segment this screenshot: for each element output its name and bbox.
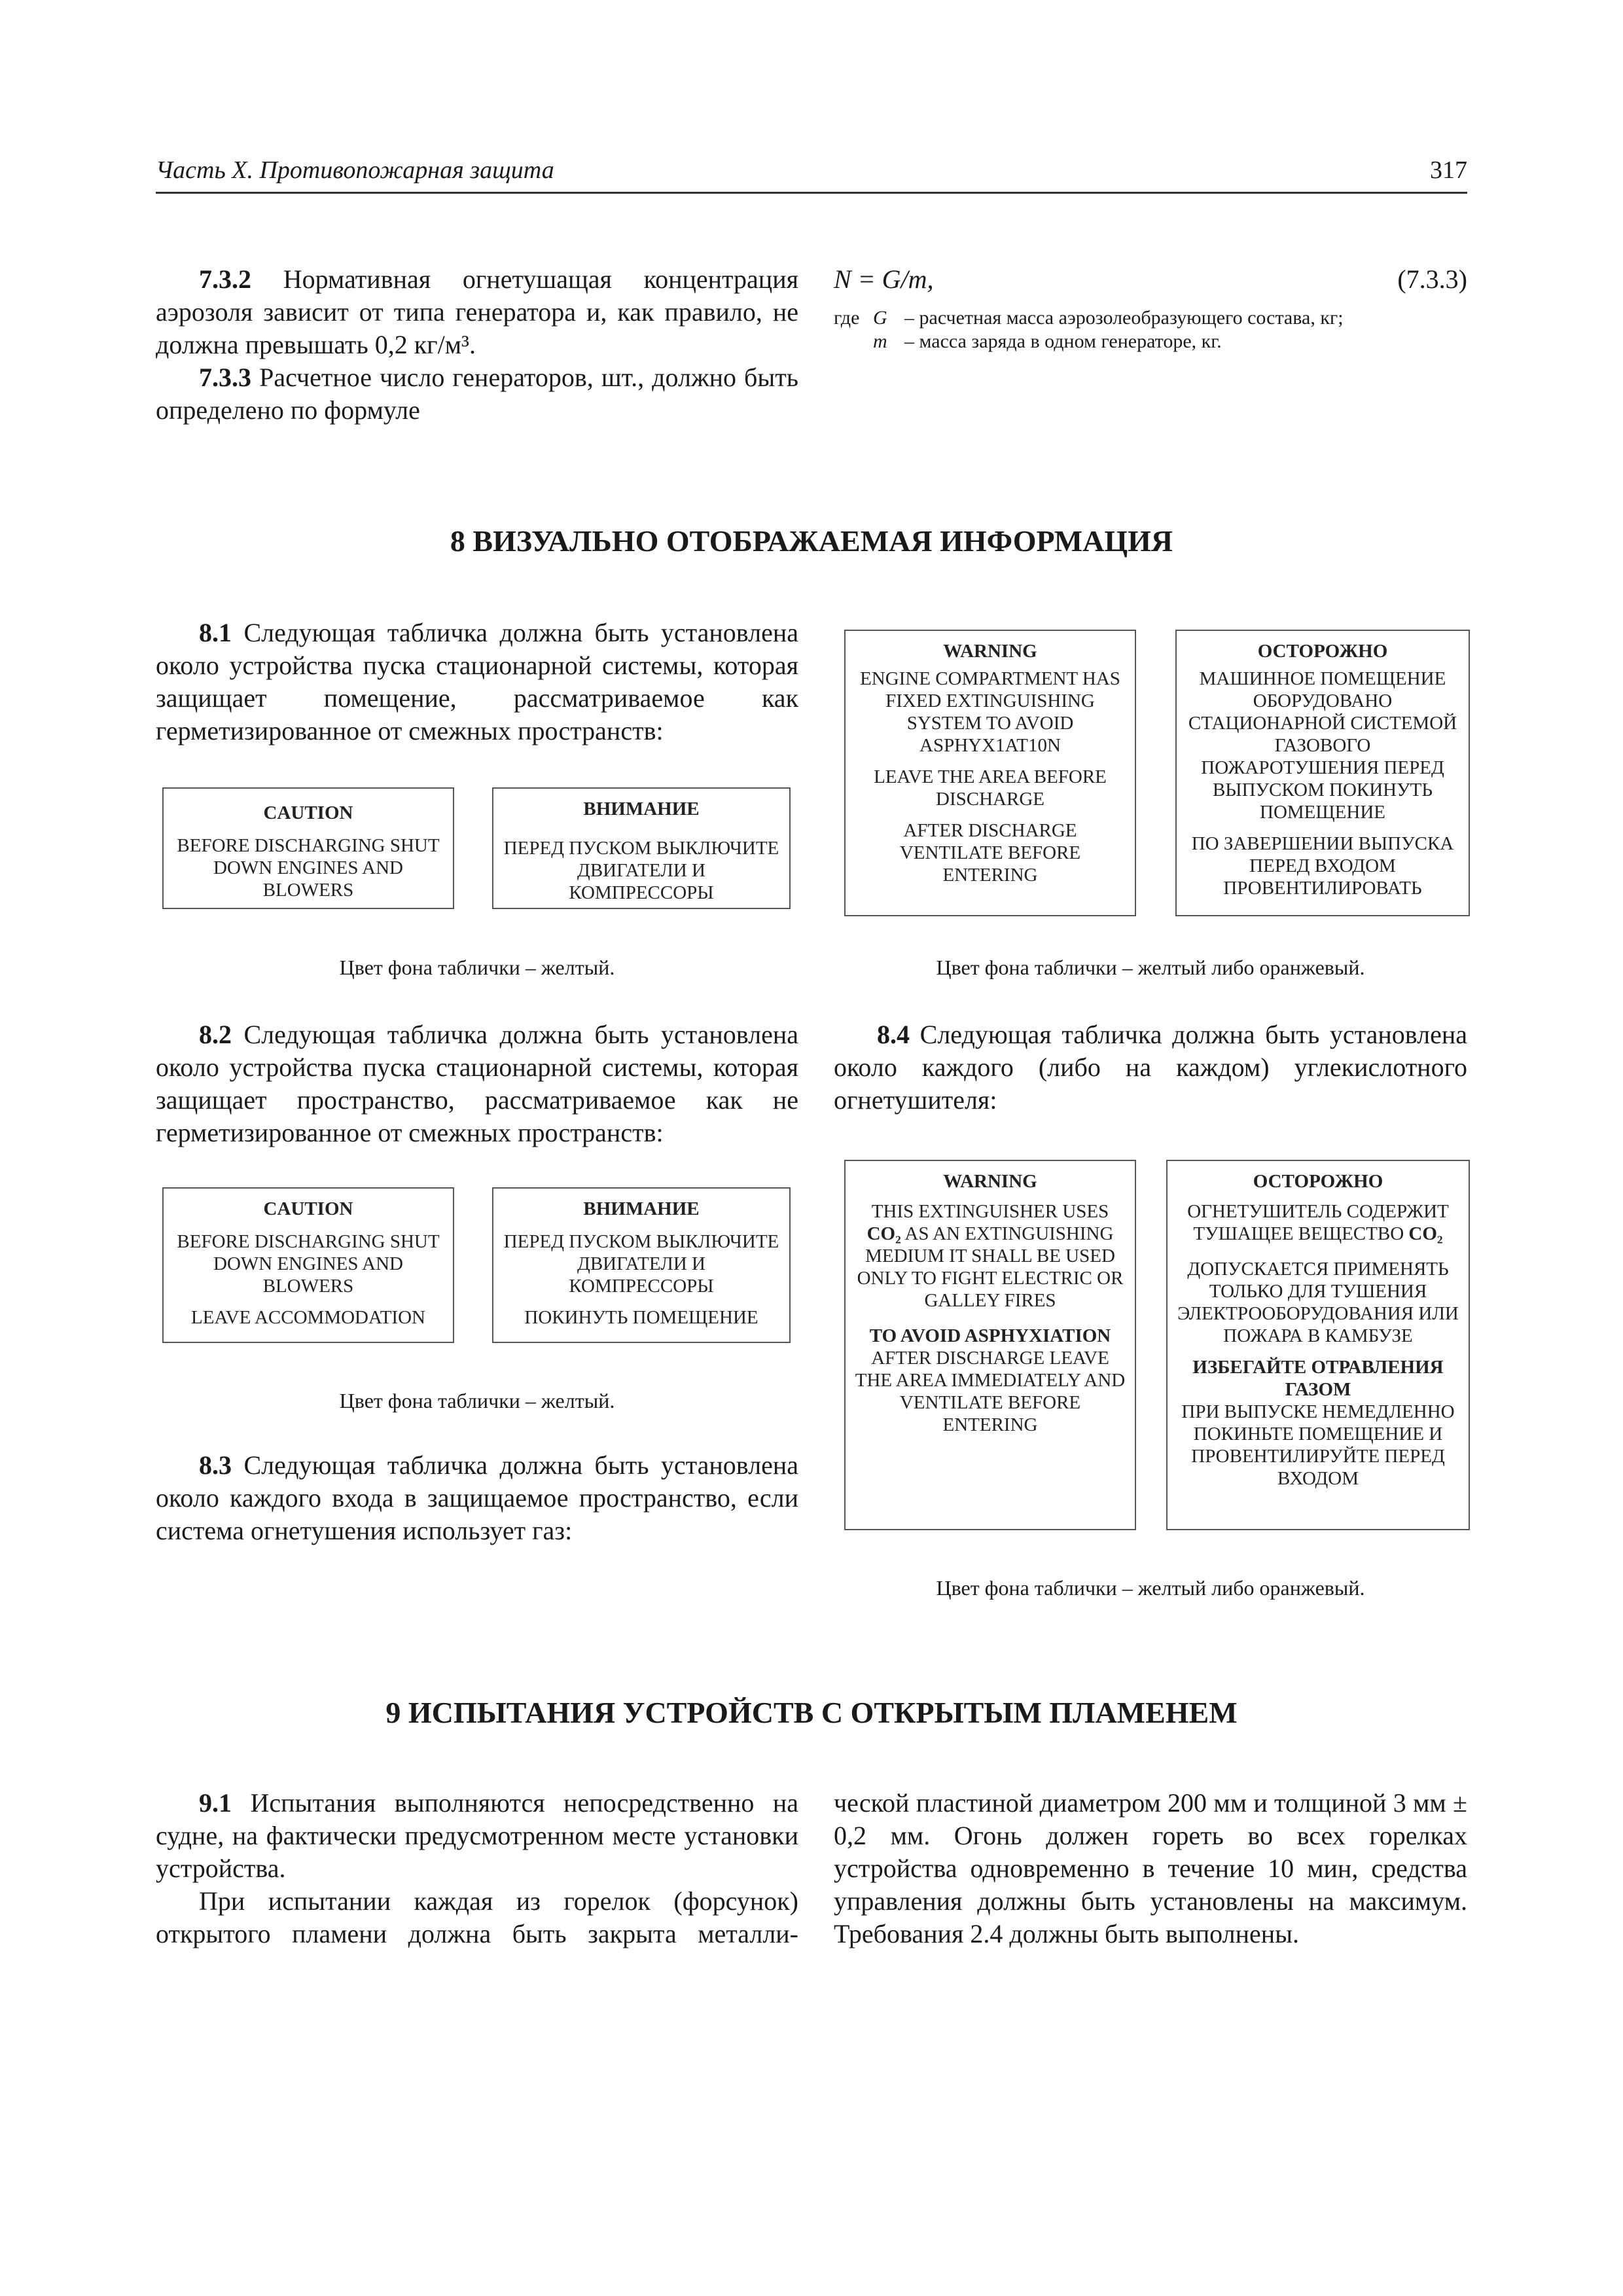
paragraph-number: 8.1 [199, 618, 232, 647]
sign-line [1177, 1200, 1459, 1245]
sign-8-3-russian [1175, 630, 1470, 916]
where-word: где [834, 307, 860, 329]
paragraph-number: 9.1 [199, 1788, 232, 1818]
paragraph-8-4 [834, 1018, 1467, 1117]
sign-title: ОСТОРОЖНО [1257, 641, 1388, 662]
sign-line: ПРИ ВЫПУСКЕ НЕМЕДЛЕННО ПОКИНЬТЕ ПОМЕЩЕНИЕ И ПРОВЕНТИЛИРУЙТЕ ПЕРЕД ВХОДОМ [1181, 1401, 1455, 1489]
sign-line: ПЕРЕД ПУСКОМ ВЫКЛЮЧИТЕ ДВИГАТЕЛИ И КОМПРЕССОРЫ [503, 1231, 779, 1297]
sign-caption: Цвет фона таблички – желтый. [339, 956, 615, 979]
sign-line: AFTER DISCHARGE VENTILATE BEFORE ENTERING [899, 820, 1081, 886]
formula-7-3-3 [834, 263, 1467, 296]
section-7-right [834, 263, 1467, 353]
paragraph-text: Следующая табличка должна быть установлена около устройства пуска стационарной системы, которая защищает помещение, рассматриваемое как герметизированное от смежных пространств: [156, 618, 798, 745]
formula-legend [834, 306, 1467, 353]
sign-caption: Цвет фона таблички – желтый. [339, 1389, 615, 1412]
sign-line: ПЕРЕД ПУСКОМ ВЫКЛЮЧИТЕ ДВИГАТЕЛИ И КОМПРЕССОРЫ [503, 838, 779, 903]
sign-caption: Цвет фона таблички – желтый либо оранжевый. [936, 956, 1365, 979]
paragraph-number: 7.3.2 [199, 264, 251, 294]
paragraph-text: Следующая табличка должна быть установлена около устройства пуска стационарной системы, которая защищает пространство, рассматриваемое как не герметизированное от смежных пространств: [156, 1020, 798, 1147]
sign-line: BEFORE DISCHARGING SHUT DOWN ENGINES AND BLOWERS [177, 1231, 440, 1297]
sign-warning-line: TO AVOID ASPHYXIATION [869, 1325, 1111, 1346]
co2-formula: CO₂ [1408, 1223, 1443, 1244]
legend-variable: G [873, 307, 887, 329]
legend-line [834, 330, 1467, 353]
paragraph-9-1 [156, 1787, 798, 1950]
sign-8-2-english [162, 1187, 454, 1343]
paragraph-number: 7.3.3 [199, 363, 251, 392]
section-9-title: 9 ИСПЫТАНИЯ УСТРОЙСТВ С ОТКРЫТЫМ ПЛАМЕНЕМ [385, 1696, 1238, 1729]
sign-line: ПО ЗАВЕРШЕНИИ ВЫПУСКА ПЕРЕД ВХОДОМ ПРОВЕНТИЛИРОВАТЬ [1191, 833, 1454, 899]
formula-expression: N = G/m, [834, 264, 934, 294]
sign-text: AS AN EXTINGUISHING MEDIUM IT SHALL BE USED ONLY TO FIGHT ELECTRIC OR GALLEY FIRES [857, 1223, 1124, 1311]
sign-warning-line: ИЗБЕГАЙТЕ ОТРАВЛЕНИЯ ГАЗОМ [1192, 1357, 1444, 1400]
sign-title: CAUTION [263, 1198, 353, 1219]
sign-line: LEAVE ACCOMMODATION [191, 1307, 425, 1328]
paragraph-text: Следующая табличка должна быть установлена около каждого входа в защищаемое пространство, если система огнетушения использует газ: [156, 1450, 798, 1545]
sign-title: CAUTION [263, 802, 353, 823]
formula-number: (7.3.3) [1397, 264, 1467, 294]
paragraph-text: Расчетное число генераторов, шт., должно быть определено по формуле [156, 363, 799, 425]
sign-8-1-english [162, 787, 454, 909]
paragraph-8-3 [156, 1449, 798, 1547]
sign-8-2-russian [492, 1187, 791, 1343]
sign-line [855, 1200, 1126, 1312]
sign-title: ВНИМАНИЕ [583, 1198, 700, 1219]
sign-8-4-english [844, 1160, 1136, 1530]
sign-title: ВНИМАНИЕ [583, 798, 700, 819]
sign-caption: Цвет фона таблички – желтый либо оранжевый. [936, 1576, 1365, 1600]
paragraph-text: При испытании каждая из горелок (форсунок) открытого пламени должна быть закрыта металли- [156, 1886, 798, 1948]
paragraph-text: ческой пластиной диаметром 200 мм и толщиной 3 мм ± 0,2 мм. Огонь должен гореть во всех горелках устройства одновременно в течение 10 мин, средства управления должны быть установлены на максимум. Требования 2.4 должны быть выполнены. [834, 1788, 1467, 1948]
paragraph-text: Испытания выполняются непосредственно на судне, на фактически предусмотренном месте установки устройства. [156, 1788, 798, 1883]
sign-line: ENGINE COMPARTMENT HAS FIXED EXTINGUISHING SYSTEM TO AVOID ASPHYX1AT10N [860, 668, 1120, 756]
sign-title: WARNING [943, 1171, 1037, 1192]
paragraph-9-1-continued [834, 1787, 1467, 1950]
paragraph-8-2 [156, 1018, 798, 1149]
sign-line: ПОКИНУТЬ ПОМЕЩЕНИЕ [524, 1307, 758, 1328]
legend-description: – масса заряда в одном генераторе, кг. [904, 331, 1222, 352]
sign-title: WARNING [943, 641, 1037, 662]
sign-line: AFTER DISCHARGE LEAVE THE AREA IMMEDIATELY AND VENTILATE BEFORE ENTERING [855, 1348, 1126, 1435]
sign-8-1-russian [492, 787, 791, 909]
co2-formula: CO₂ [866, 1223, 901, 1244]
legend-description: – расчетная масса аэрозолеобразующего состава, кг; [904, 307, 1344, 329]
sign-8-4-russian [1166, 1160, 1470, 1530]
paragraph-7-3-2 [156, 263, 798, 361]
paragraph-number: 8.3 [199, 1450, 232, 1480]
header-rule [156, 192, 1467, 194]
paragraph-7-3-3 [156, 361, 798, 427]
section-8-title: 8 ВИЗУАЛЬНО ОТОБРАЖАЕМАЯ ИНФОРМАЦИЯ [450, 524, 1173, 558]
paragraph-text: Нормативная огнетушащая концентрация аэрозоля зависит от типа генератора и, как правило, не должна превышать 0,2 кг/м³. [156, 264, 798, 359]
paragraph-text: Следующая табличка должна быть установлена около каждого (либо на каждом) углекислотного огнетушителя: [834, 1020, 1468, 1115]
paragraph-number: 8.4 [877, 1020, 910, 1049]
page-number: 317 [1430, 156, 1467, 184]
sign-line: ДОПУСКАЕТСЯ ПРИМЕНЯТЬ ТОЛЬКО ДЛЯ ТУШЕНИЯ ЭЛЕКТРООБОРУДОВАНИЯ ИЛИ ПОЖАРА В КАМБУЗЕ [1177, 1259, 1459, 1346]
sign-line: BEFORE DISCHARGING SHUT DOWN ENGINES AND BLOWERS [177, 835, 440, 901]
sign-line: LEAVE THE AREA BEFORE DISCHARGE [874, 766, 1107, 810]
sign-text: THIS EXTINGUISHER USES [871, 1201, 1109, 1222]
legend-variable: m [873, 331, 887, 352]
paragraph-number: 8.2 [199, 1020, 232, 1049]
legend-line [834, 306, 1467, 330]
sign-text: ОГНЕТУШИТЕЛЬ СОДЕРЖИТ ТУШАЩЕЕ ВЕЩЕСТВО [1187, 1201, 1449, 1244]
paragraph-8-1 [156, 617, 798, 747]
running-header-title: Часть X. Противопожарная защита [156, 156, 554, 184]
sign-title: ОСТОРОЖНО [1253, 1171, 1383, 1192]
sign-line: МАШИННОЕ ПОМЕЩЕНИЕ ОБОРУДОВАНО СТАЦИОНАРНОЙ СИСТЕМОЙ ГАЗОВОГО ПОЖАРОТУШЕНИЯ ПЕРЕД ВЫПУСКОМ ПОКИНУТЬ ПОМЕЩЕНИЕ [1188, 668, 1457, 823]
section-7-left [156, 263, 798, 427]
sign-8-3-english [844, 630, 1136, 916]
